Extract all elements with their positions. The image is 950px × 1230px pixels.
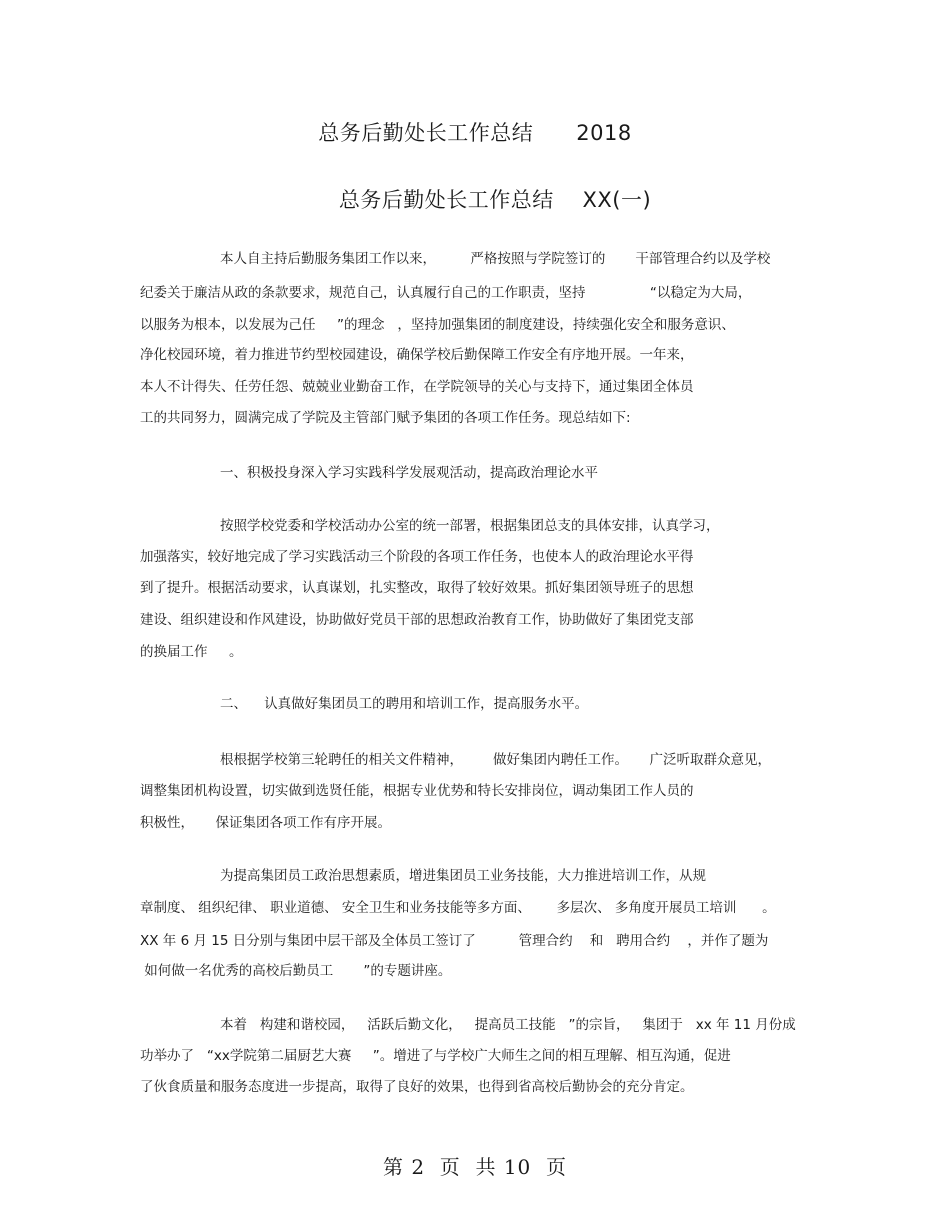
document-title: 总务后勤处长工作总结 2018 (318, 121, 632, 145)
paragraph-line: 调整集团机构设置，切实做到选贤任能，根据专业优势和特长安排岗位，调动集团工作人员的 (140, 783, 694, 799)
document-subtitle: 总务后勤处长工作总结 XX(一) (338, 188, 652, 212)
section-heading: 一、积极投身深入学习实践科学发展观活动，提高政治理论水平 (220, 465, 598, 481)
paragraph-line: 加强落实，较好地完成了学习实践活动三个阶段的各项工作任务，也使本人的政治理论水平得 (140, 549, 694, 565)
paragraph-line: 本人自主持后勤服务集团工作以来， 严格按照与学院签订的 干部管理合约以及学校 (220, 251, 771, 267)
paragraph-line: 为提高集团员工政治思想素质，增进集团员工业务技能，大力推进培训工作，从规 (220, 868, 706, 884)
paragraph-line: XX 年 6 月 15 日分别与集团中层干部及全体员工签订了 管理合约 和 聘用合约 ，并作了题为 (140, 933, 769, 949)
paragraph-line: 根根据学校第三轮聘任的相关文件精神， 做好集团内聘任工作。 广泛听取群众意见， (220, 752, 771, 768)
paragraph-line: 以服务为根本，以发展为己任 ”的理念 ，坚持加强集团的制度建设，持续强化安全和服务意识、 (140, 317, 735, 333)
paragraph-line: 工的共同努力，圆满完成了学院及主管部门赋予集团的各项工作任务。现总结如下: (140, 410, 631, 426)
paragraph-line: 到了提升。根据活动要求，认真谋划，扎实整改，取得了较好效果。抓好集团领导班子的思想 (140, 580, 694, 596)
paragraph-line: 积极性， 保证集团各项工作有序开展。 (140, 815, 391, 831)
page-number-footer: 第 2 页 共 10 页 (382, 1155, 568, 1179)
paragraph-line: 章制度、 组织纪律、 职业道德、 安全卫生和业务技能等多方面、 多层次、 多角度开展员工培训 。 (140, 900, 776, 916)
paragraph-line: 建设、组织建设和作风建设，协助做好党员干部的思想政治教育工作，协助做好了集团党支部 (140, 612, 694, 628)
paragraph-line: 本着 构建和谐校园， 活跃后勤文化， 提高员工技能 ”的宗旨， 集团于 xx 年 11 月份成 (220, 1017, 796, 1033)
paragraph-line: 按照学校党委和学校活动办公室的统一部署，根据集团总支的具体安排，认真学习， (220, 518, 720, 534)
paragraph-line: 的换届工作 。 (140, 644, 243, 660)
paragraph-line: 如何做一名优秀的高校后勤员工 ”的专题讲座。 (140, 963, 452, 979)
paragraph-line: 纪委关于廉洁从政的条款要求，规范自己，认真履行自己的工作职责，坚持 “以稳定为大局， (140, 285, 752, 301)
section-heading: 二、 认真做好集团员工的聘用和培训工作，提高服务水平。 (220, 696, 589, 712)
paragraph-line: 功举办了 “xx学院第二届厨艺大赛 ”。增进了与学校广大师生之间的相互理解、相互沟通，促进 (140, 1048, 731, 1064)
paragraph-line: 了伙食质量和服务态度进一步提高，取得了良好的效果，也得到省高校后勤协会的充分肯定。 (140, 1079, 694, 1095)
paragraph-line: 净化校园环境，着力推进节约型校园建设，确保学校后勤保障工作安全有序地开展。一年来， (140, 347, 694, 363)
paragraph-line: 本人不计得失、任劳任怨、兢兢业业勤奋工作，在学院领导的关心与支持下，通过集团全体员 (140, 379, 694, 395)
